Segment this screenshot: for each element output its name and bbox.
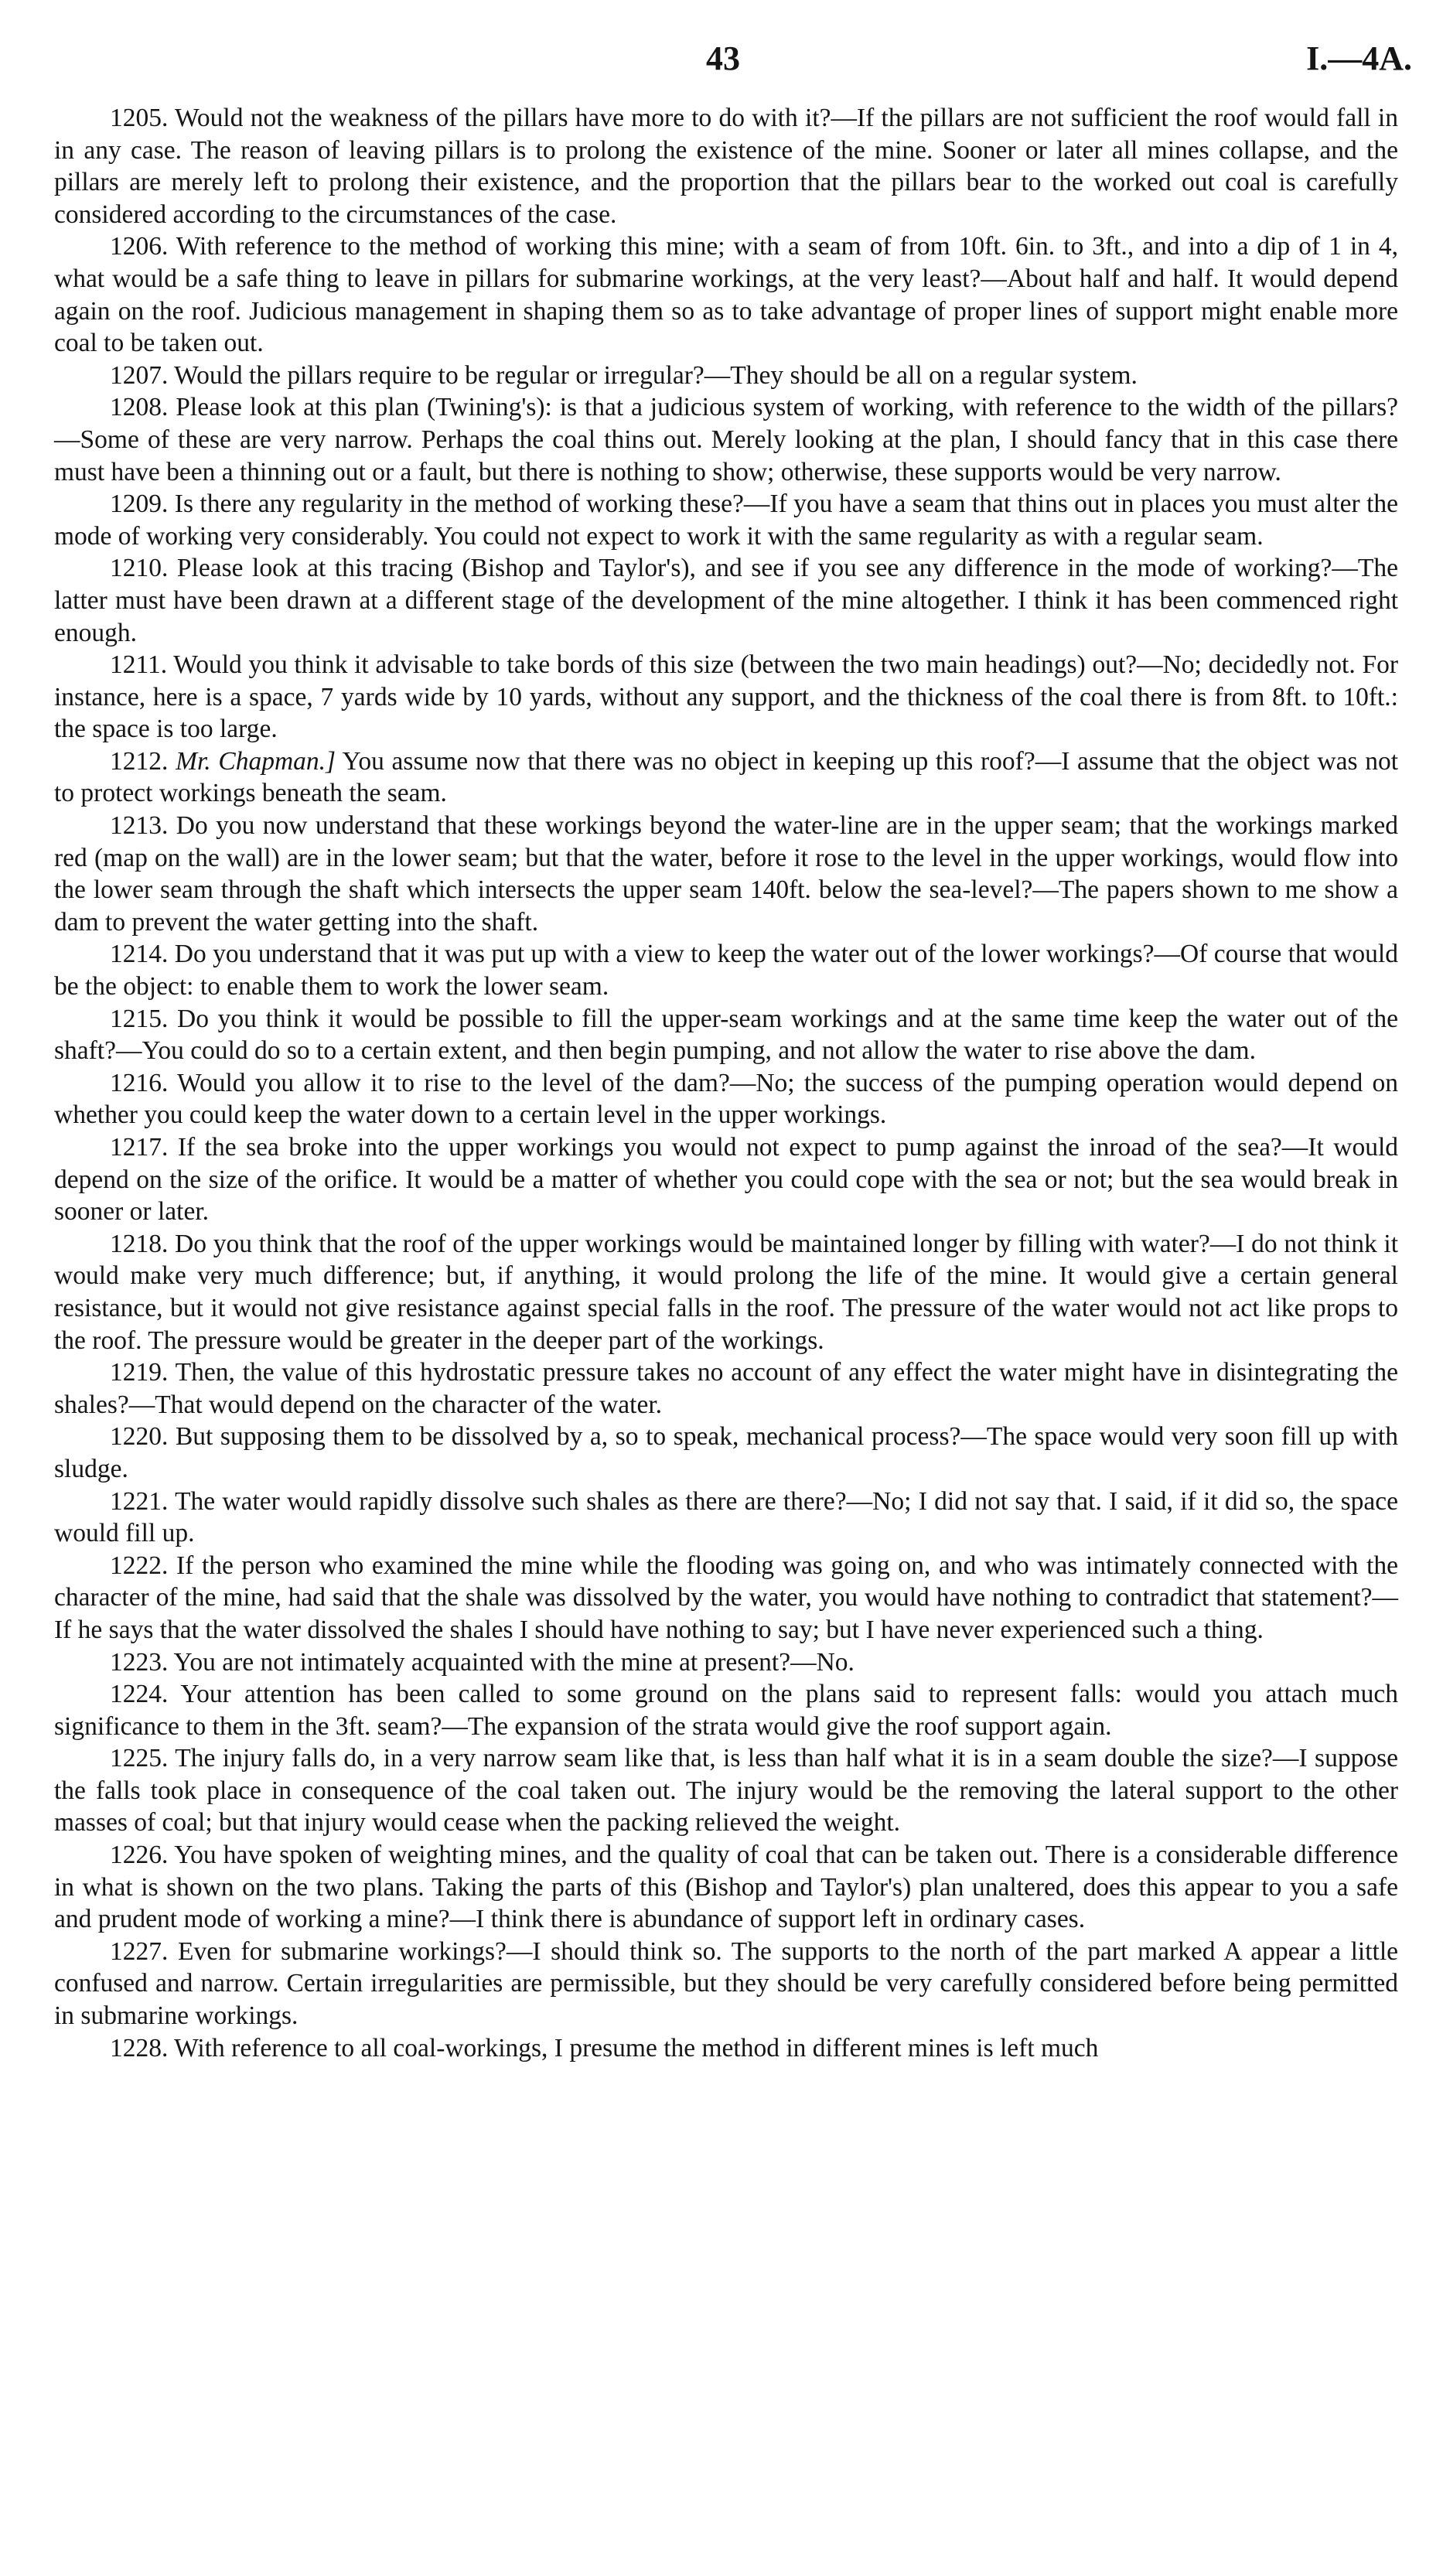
question-number: 1217. — [110, 1133, 169, 1162]
paragraph-text: You have spoken of weighting mines, and the quality of coal that can be taken out. There is a considerable difference in what is shown on the two plans. Taking the parts of this (Bishop and Taylor's) plan unaltered, does this appear to you a safe and prudent mode of working a mine?—I think there is abundance of support left in ordinary cases. — [54, 1841, 1399, 1934]
testimony-paragraph — [54, 391, 1398, 488]
testimony-paragraph — [54, 1356, 1398, 1421]
question-number: 1226. — [110, 1841, 169, 1870]
testimony-paragraph — [54, 1228, 1398, 1356]
testimony-paragraph — [54, 1067, 1398, 1131]
paragraph-text: Do you understand that it was put up with a view to keep the water out of the lower workings?—Of course that would be the object: to enable them to work the lower seam. — [54, 940, 1398, 1001]
testimony-paragraph — [54, 1742, 1398, 1839]
testimony-paragraph — [54, 1131, 1398, 1228]
paragraph-text: Your attention has been called to some ground on the plans said to represent falls: would you attach much significance to them in the 3ft. seam?—The expansion of the strata would give the roof support again. — [54, 1680, 1398, 1741]
question-number: 1221. — [110, 1486, 169, 1516]
paragraph-text: If the person who examined the mine while the flooding was going on, and who was intimately connected with the character of the mine, had said that the shale was dissolved by the water, you would have nothing to contradict that statement?—If he says that the water dissolved the shales I should have nothing to say; but I have never experienced such a thing. — [54, 1551, 1399, 1644]
question-number: 1211. — [110, 650, 168, 680]
paragraph-text: Would you think it advisable to take bords of this size (between the two main headings) out?—No; decidedly not. For instance, here is a space, 7 yards wide by 10 yards, without any support, and the thickness of the coal there is from 8ft. to 10ft.: the space is too large. — [54, 650, 1398, 744]
paragraph-text: Do you think that the roof of the upper workings would be maintained longer by filling with water?—I do not think it would make very much difference; but, if anything, it would prolong the life of the mine. It would give a certain general resistance, but it would not give resistance against special falls in the roof. The pressure of the water would not act like props to the roof. The pressure would be greater in the deeper part of the workings. — [54, 1229, 1399, 1355]
testimony-paragraph — [54, 1646, 1398, 1679]
paragraph-text: Do you think it would be possible to fill the upper-seam workings and at the same time keep the water out of the shaft?—You could do so to a certain extent, and then begin pumping, and not allow the water to rise above the dam. — [54, 1004, 1398, 1066]
testimony-paragraph — [54, 649, 1398, 746]
paragraph-text: Please look at this tracing (Bishop and Taylor's), and see if you see any difference in the mode of working?—The latter must have been drawn at a different stage of the development of the mine altogether. I think it has been commenced right enough. — [54, 554, 1398, 647]
testimony-paragraph — [54, 552, 1398, 649]
testimony-paragraph — [54, 230, 1398, 359]
question-number: 1208. — [110, 393, 169, 422]
paragraph-text: Would you allow it to rise to the level of the dam?—No; the success of the pumping operation would depend on whether you could keep the water down to a certain level in the upper workings. — [54, 1068, 1398, 1130]
testimony-paragraph — [54, 810, 1398, 938]
testimony-paragraph — [54, 1550, 1398, 1646]
question-number: 1214. — [110, 940, 169, 969]
question-number: 1206. — [110, 232, 169, 261]
paragraph-text: If the sea broke into the upper workings you would not expect to pump against the inroad of the sea?—It would depend on the size of the orifice. It would be a matter of whether you could cope with the sea or not; but the sea would break in sooner or later. — [54, 1133, 1398, 1227]
page-header — [0, 39, 1443, 85]
paragraph-text: Do you now understand that these workings beyond the water-line are in the upper seam; that the workings marked red (map on the wall) are in the lower seam; but that the water, before it rose to the level in the upper workings, would flow into the lower seam through the shaft which intersects the upper seam 140ft. below the sea-level?—The papers shown to me show a dam to prevent the water getting into the shaft. — [54, 811, 1399, 937]
question-number: 1215. — [110, 1004, 169, 1033]
question-number: 1223. — [110, 1647, 169, 1677]
transcript-body — [54, 102, 1398, 2064]
paragraph-text: Would the pillars require to be regular or irregular?—They should be all on a regular system. — [174, 360, 1138, 390]
question-number: 1209. — [110, 490, 169, 519]
paragraph-text: But supposing them to be dissolved by a, so to speak, mechanical process?—The space would very soon fill up with sludge. — [54, 1422, 1399, 1483]
paragraph-text: The injury falls do, in a very narrow seam like that, is less than half what it is in a seam double the size?—I suppose the falls took place in consequence of the coal taken out. The injury would be the removing the lateral support to the other masses of coal; but that injury would cease when the packing relieved the weight. — [54, 1744, 1398, 1837]
question-number: 1213. — [110, 811, 169, 841]
page-number: 43 — [706, 39, 740, 77]
testimony-paragraph — [54, 488, 1398, 552]
question-number: 1207. — [110, 360, 169, 390]
question-number: 1210. — [110, 554, 169, 583]
question-number: 1212. — [110, 746, 169, 776]
question-number: 1225. — [110, 1744, 169, 1773]
question-number: 1220. — [110, 1422, 169, 1452]
paragraph-text: With reference to all coal-workings, I presume the method in different mines is left much — [174, 2033, 1099, 2063]
question-number: 1224. — [110, 1680, 169, 1709]
testimony-paragraph — [54, 938, 1398, 1002]
testimony-paragraph — [54, 360, 1398, 392]
testimony-paragraph — [54, 1421, 1398, 1485]
question-number: 1216. — [110, 1068, 169, 1097]
question-number: 1219. — [110, 1358, 169, 1387]
document-reference: I.—4A. — [1306, 39, 1412, 77]
testimony-paragraph — [54, 1486, 1398, 1550]
testimony-paragraph — [54, 746, 1398, 810]
testimony-paragraph — [54, 1678, 1398, 1742]
paragraph-text: With reference to the method of working this mine; with a seam of from 10ft. 6in. to 3ft., and into a dip of 1 in 4, what would be a safe thing to leave in pillars for submarine workings, at the very least?—About half and half. It would depend again on the roof. Judicious management in shaping them so as to take advantage of proper lines of support might enable more coal to be taken out. — [54, 232, 1398, 358]
testimony-paragraph — [54, 1003, 1398, 1067]
paragraph-text: Would not the weakness of the pillars have more to do with it?—If the pillars are not sufficient the roof would fall in in any case. The reason of leaving pillars is to prolong the existence of the mine. Sooner or later all mines collapse, and the pillars are merely left to prolong their existence, and the proportion that the pillars bear to the worked out coal is carefully considered according to the circumstances of the case. — [54, 104, 1398, 229]
paragraph-text: Is there any regularity in the method of working these?—If you have a seam that thins out in places you must alter the mode of working very considerably. You could not expect to work it with the same regularity as with a regular seam. — [54, 490, 1399, 551]
testimony-paragraph — [54, 1936, 1398, 2032]
testimony-paragraph — [54, 1839, 1398, 1936]
testimony-paragraph — [54, 102, 1398, 230]
testimony-paragraph — [54, 2032, 1398, 2065]
paragraph-text: The water would rapidly dissolve such shales as there are there?—No; I did not say that. I said, if it did so, the space would fill up. — [54, 1486, 1398, 1548]
question-number: 1222. — [110, 1551, 169, 1580]
question-number: 1205. — [110, 104, 169, 132]
paragraph-text: Then, the value of this hydrostatic pressure takes no account of any effect the water might have in disintegrating the shales?—That would depend on the character of the water. — [54, 1358, 1398, 1419]
paragraph-text: Even for submarine workings?—I should think so. The supports to the north of the part marked A appear a little confused and narrow. Certain irregularities are permissible, but they should be very carefully considered before being permitted in submarine workings. — [54, 1936, 1398, 2031]
paragraph-text: Please look at this plan (Twining's): is that a judicious system of working, with reference to the width of the pillars?—Some of these are very narrow. Perhaps the coal thins out. Merely looking at the plan, I should fancy that in this case there must have been a thinning out or a fault, but there is nothing to show; otherwise, these supports would be very narrow. — [54, 393, 1398, 486]
speaker-name: Mr. Chapman.] — [176, 746, 336, 776]
question-number: 1227. — [110, 1936, 169, 1966]
paragraph-text: You are not intimately acquainted with the mine at present?—No. — [173, 1647, 855, 1677]
question-number: 1218. — [110, 1229, 169, 1258]
question-number: 1228. — [110, 2033, 169, 2063]
paragraph-text: You assume now that there was no object in keeping up this roof?—I assume that the object was not to protect workings beneath the seam. — [54, 746, 1399, 808]
